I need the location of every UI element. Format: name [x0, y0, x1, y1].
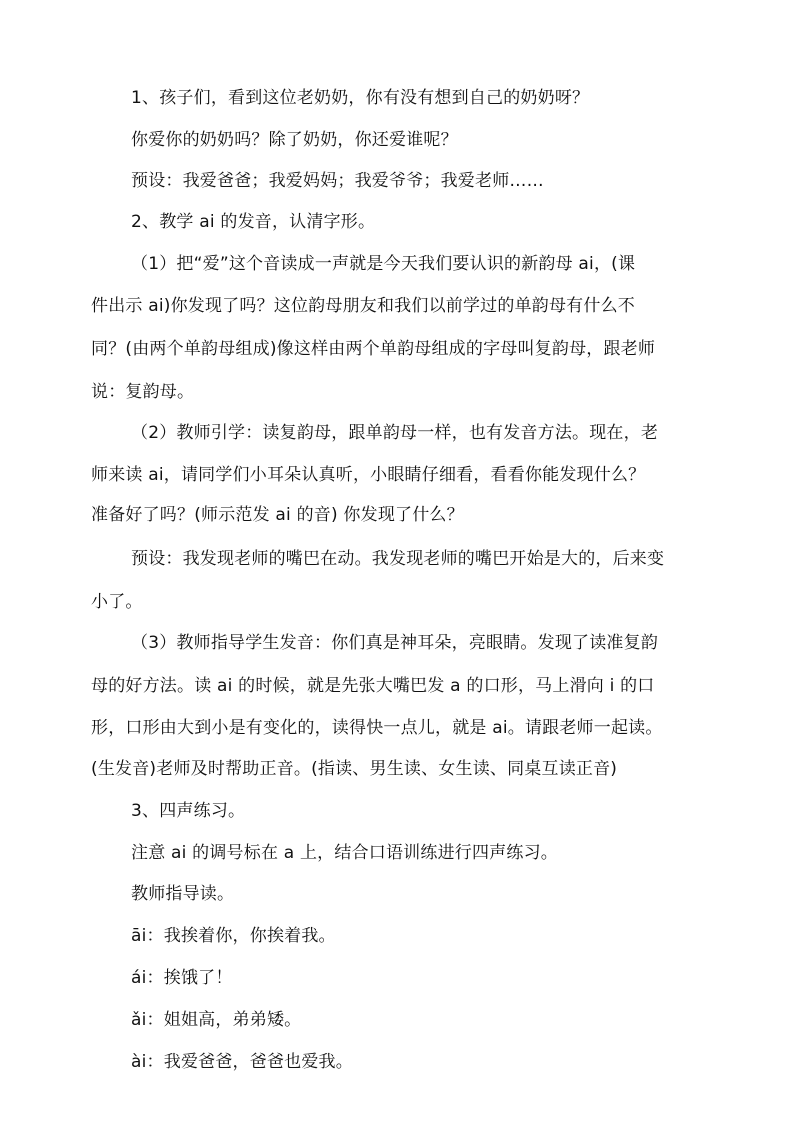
text-line: 形，口形由大到小是有变化的，读得快一点儿，就是 ai。请跟老师一起读。 [91, 718, 663, 738]
text-line: (生发音)老师及时帮助正音。(指读、男生读、女生读、同桌互读正音) [91, 759, 618, 779]
text-line: ǎi：姐姐高，弟弟矮。 [131, 1010, 302, 1030]
text-line: 母的好方法。读 ai 的时候，就是先张大嘴巴发 a 的口形，马上滑向 i 的口 [91, 676, 655, 696]
text-line: 准备好了吗？(师示范发 ai 的音) 你发现了什么？ [91, 505, 464, 525]
text-line: （3）教师指导学生发音：你们真是神耳朵，亮眼睛。发现了读准复韵 [131, 633, 659, 653]
text-line: 同？(由两个单韵母组成)像这样由两个单韵母组成的字母叫复韵母，跟老师 [91, 339, 656, 359]
text-line: ài：我爱爸爸，爸爸也爱我。 [131, 1052, 353, 1072]
text-line: ái：挨饿了！ [131, 968, 233, 988]
text-line: 小了。 [91, 592, 143, 612]
text-line: 注意 ai 的调号标在 a 上，结合口语训练进行四声练习。 [131, 843, 558, 863]
text-line: āi：我挨着你，你挨着我。 [131, 926, 336, 946]
text-line: 教师指导读。 [131, 884, 235, 904]
text-line: （1）把“爱”这个音读成一声就是今天我们要认识的新韵母 ai，(课 [131, 254, 636, 274]
text-line: 3、四声练习。 [131, 801, 246, 821]
text-line: 2、教学 ai 的发音，认清字形。 [131, 212, 376, 232]
text-line: 说：复韵母。 [91, 382, 195, 402]
text-line: 预设：我爱爸爸；我爱妈妈；我爱爷爷；我爱老师…… [131, 171, 544, 191]
text-line: 1、孩子们，看到这位老奶奶，你有没有想到自己的奶奶呀？ [131, 88, 590, 108]
text-line: （2）教师引学：读复韵母，跟单韵母一样，也有发音方法。现在，老 [131, 423, 659, 443]
text-line: 件出示 ai)你发现了吗？这位韵母朋友和我们以前学过的单韵母有什么不 [91, 296, 635, 316]
text-line: 师来读 ai，请同学们小耳朵认真听，小眼睛仔细看，看看你能发现什么？ [91, 465, 646, 485]
text-line: 你爱你的奶奶吗？除了奶奶，你还爱谁呢？ [131, 130, 458, 150]
text-line: 预设：我发现老师的嘴巴在动。我发现老师的嘴巴开始是大的，后来变 [131, 549, 665, 569]
